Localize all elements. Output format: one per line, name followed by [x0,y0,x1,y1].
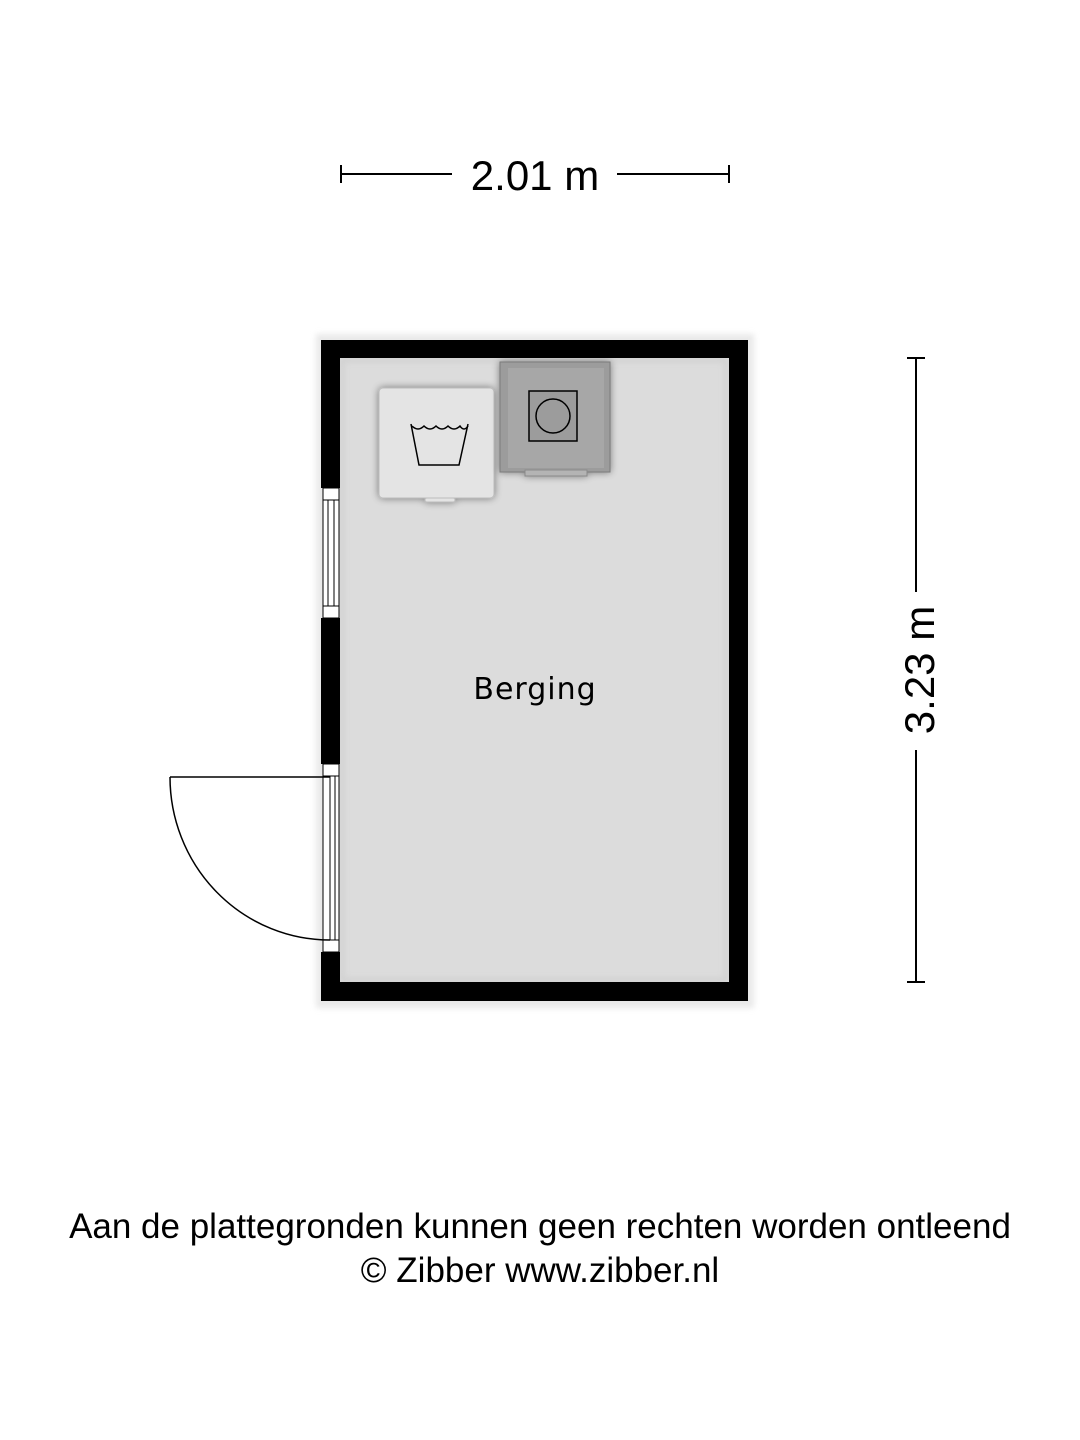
wall-top [321,340,748,358]
wall-left-middle [321,618,340,764]
door-swing-icon [170,777,330,940]
height-dimension-label: 3.23 m [896,605,943,735]
height-dimension [896,358,943,982]
copyright-text: © Zibber www.zibber.nl [360,1251,720,1290]
wall-bottom [321,982,748,1001]
wall-left-lower [321,952,340,1001]
dryer-icon [500,362,610,476]
washing-machine-icon [379,388,494,502]
door-icon[interactable] [170,764,339,952]
room-label-berging: Berging [473,672,597,707]
window-icon [323,488,339,618]
wall-right [729,340,748,1001]
width-dimension-label: 2.01 m [470,152,600,199]
width-dimension [341,152,729,199]
wall-left-upper [321,340,340,488]
disclaimer-text: Aan de plattegronden kunnen geen rechten worden ontleend [69,1207,1011,1246]
